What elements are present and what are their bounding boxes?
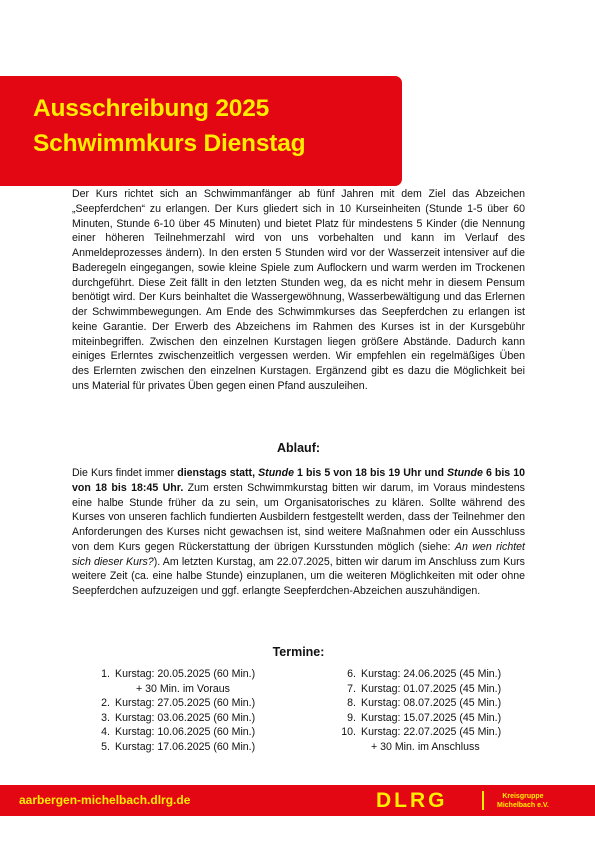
termin-item bbox=[334, 725, 564, 740]
termin-note-text: + 30 Min. im Anschluss bbox=[371, 740, 480, 753]
termine-heading: Termine: bbox=[272, 645, 325, 659]
termin-text: Kurstag: 27.05.2025 (60 Min.) bbox=[115, 697, 256, 710]
ablauf-bold-3: und bbox=[424, 467, 444, 479]
ablauf-text-mid: Zum ersten Schwimmkurstag bitten wir darum, im Voraus mindestens eine halbe Stunde früher da zu sein, um Organisatorisches zu klären. Sollte während des Kurses von unseren fachlich fundierten Ausbildern festgestellt werden, dass der Teilnehmer den Anforderungen des Kurses nicht gewachsen ist, sind weitere Maßnahmen oder ein Ausschluss von dem Kurs gegen Rückerstattung der übrigen Kursstunden möglich (siehe: bbox=[72, 481, 525, 553]
termin-number: 6. bbox=[347, 668, 356, 680]
dlrg-logo: DLRG bbox=[376, 789, 448, 812]
intro-paragraph: Der Kurs richtet sich an Schwimmanfänger ab fünf Jahren mit dem Ziel das Abzeichen „Seepferdchen“ zu erlangen. Der Kurs gliedert sich in 10 Kurseinheiten (Stunde 1-5 über 60 Minuten, Stunde 6-10 über 45 Minuten) und bietet Platz für mindestens 5 Kinder (die Nennung einer höheren Teilnehmerzahl wird von uns vorbehalten und kann im Verlauf des Anmeldeprozesses ändern). In den ersten 5 Stunden wird vor der Wasserzeit intensiver auf die Baderegeln eingegangen, sowie kleine Spiele zum Auflockern und warm werden im Trockenen durchgeführt. Diese Zeit fällt in den letzten Stunden weg, da es nicht mehr in diesem Pensum benötigt wird. Der Kurs beinhaltet die Wassergewöhnung, Wasserbewältigung und das Erlernen der Schwimmbewegungen. Am Ende des Schwimmkurses das Seepferdchen zu erlangen ist keine Garantie. Der Erwerb des Abzeichens im Rahmen des Kurses ist in der Kursgebühr miteinbegriffen. Zwischen den einzelnen Kurstagen liegen größere Abstände. Dadurch kann einiges Erlerntes zwischenzeitlich vergessen werden. Wir empfehlen ein regelmäßiges Üben des Erlernten zwischen den einzelnen Kurstagen. Ergänzend gibt es dazu die Möglichkeit bei uns Material für privates Üben gegen einen Pfand auszuleihen. bbox=[72, 188, 525, 392]
ablauf-bolditalic-1: Stunde bbox=[258, 467, 294, 479]
ablauf-italic-ref: An wen richtet sich dieser Kurs? bbox=[72, 540, 525, 568]
logo-subtitle-line2: Michelbach e.V. bbox=[497, 802, 549, 809]
termin-text: Kurstag: 20.05.2025 (60 Min.) bbox=[115, 668, 256, 680]
ablauf-bolditalic-2: Stunde bbox=[446, 467, 483, 479]
termine-list-left bbox=[88, 667, 318, 755]
logo-subtitle-line1: Kreisgruppe bbox=[502, 793, 544, 800]
termin-number: 8. bbox=[347, 697, 356, 710]
website-link[interactable]: aarbergen-michelbach.dlrg.de bbox=[19, 793, 191, 807]
termin-text: Kurstag: 17.06.2025 (60 Min.) bbox=[115, 740, 256, 753]
termin-item bbox=[88, 696, 318, 711]
ablauf-heading: Ablauf: bbox=[276, 441, 321, 455]
termin-text: Kurstag: 01.07.2025 (45 Min.) bbox=[361, 682, 502, 695]
termin-note-text: + 30 Min. im Voraus bbox=[136, 682, 230, 695]
termin-number: 10. bbox=[341, 726, 356, 739]
title-banner bbox=[0, 76, 402, 186]
termin-number: 2. bbox=[101, 697, 110, 710]
ablauf-paragraph bbox=[72, 466, 525, 599]
termin-text: Kurstag: 03.06.2025 (60 Min.) bbox=[115, 711, 256, 724]
termin-item bbox=[88, 725, 318, 740]
page-subtitle: Schwimmkurs Dienstag bbox=[33, 130, 306, 157]
termin-number: 9. bbox=[347, 711, 356, 724]
termin-item bbox=[88, 711, 318, 726]
termin-number: 1. bbox=[101, 668, 110, 680]
termin-text: Kurstag: 10.06.2025 (60 Min.) bbox=[115, 726, 256, 739]
termin-item bbox=[334, 696, 564, 711]
termin-item bbox=[88, 740, 318, 755]
footer-bar bbox=[0, 785, 595, 816]
termin-number: 3. bbox=[101, 711, 110, 724]
page-title: Ausschreibung 2025 bbox=[33, 95, 270, 122]
termin-text: Kurstag: 08.07.2025 (45 Min.) bbox=[361, 697, 502, 710]
termin-number: 5. bbox=[101, 740, 110, 753]
termin-note bbox=[334, 740, 564, 755]
termin-item bbox=[334, 667, 564, 682]
ablauf-text-end: ). Am letzten Kurstag, am 22.07.2025, bitten wir darum im Anschluss zum Kurs weitere Zeit (ca. eine halbe Stunde) einzuplanen, um die weiteren Möglichkeiten mit oder ohne Seepferdchen aufzuzeigen und ggf. erlangte Seepferdchen-Abzeichen auszuhändigen. bbox=[72, 555, 525, 597]
termine-list-right bbox=[334, 667, 564, 755]
ablauf-bold-1: dienstags statt, bbox=[177, 467, 259, 479]
termin-item bbox=[88, 667, 318, 682]
termin-text: Kurstag: 15.07.2025 (45 Min.) bbox=[361, 711, 502, 724]
termin-number: 4. bbox=[101, 726, 110, 739]
termin-number: 7. bbox=[347, 682, 356, 695]
termin-text: Kurstag: 22.07.2025 (45 Min.) bbox=[361, 726, 502, 739]
logo-subtitle bbox=[497, 792, 549, 810]
ablauf-bold-2: 1 bis 5 von 18 bis 19 Uhr bbox=[294, 467, 425, 479]
termin-text: Kurstag: 24.06.2025 (45 Min.) bbox=[361, 668, 502, 680]
logo-divider bbox=[482, 791, 484, 810]
termin-note bbox=[88, 682, 318, 697]
ablauf-bold-4: 6 bis 10 von 18 bis 18:45 Uhr. bbox=[72, 467, 526, 494]
ablauf-text-start: Die Kurs findet immer bbox=[72, 467, 178, 479]
termin-item bbox=[334, 682, 564, 697]
termin-item bbox=[334, 711, 564, 726]
